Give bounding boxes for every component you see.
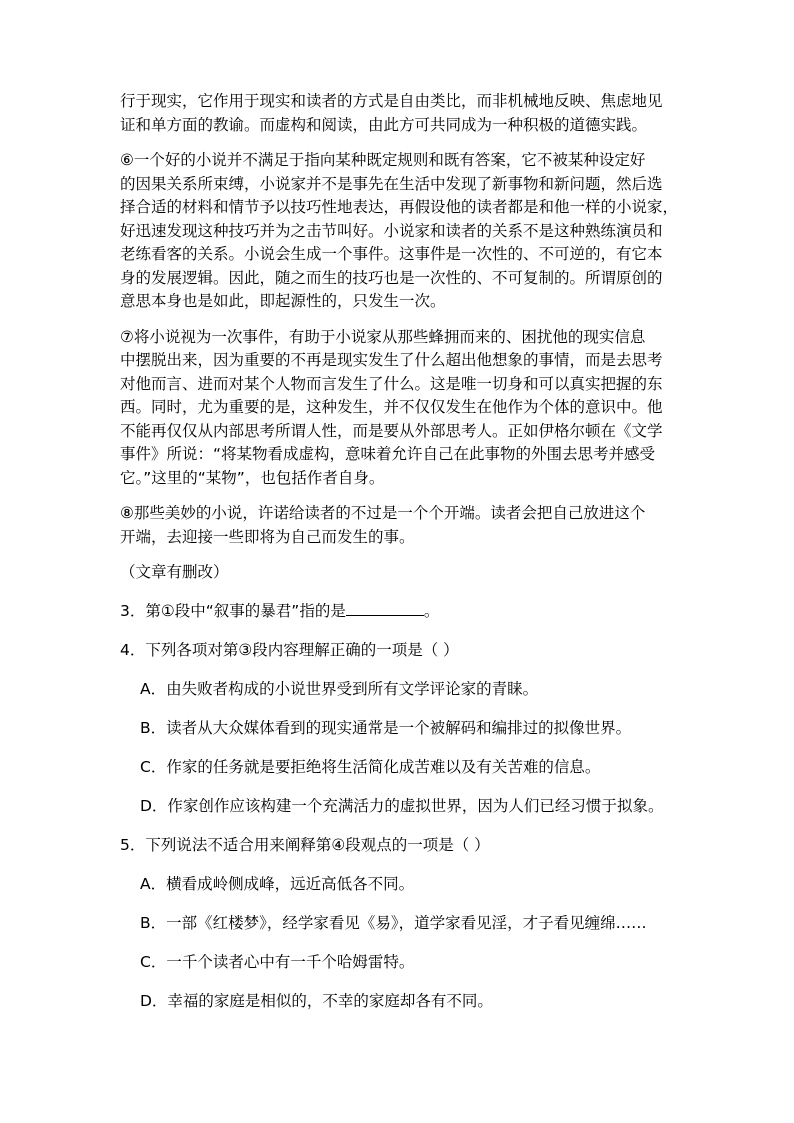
edit-note: （文章有删改） xyxy=(120,563,229,581)
text-line: 好迅速发现这种技巧并为之击节叫好。小说家和读者的关系不是这种熟练演员和 xyxy=(120,221,663,240)
question-4-option-a: A．由失败者构成的小说世界受到所有文学评论家的青睐。 xyxy=(140,679,539,698)
question-4-option-d: D．作家创作应该构建一个充满活力的虚拟世界，因为人们已经习惯于拟象。 xyxy=(140,796,664,815)
paragraph-continued xyxy=(120,90,676,137)
text-line: 开端，去迎接一些即将为自己而发生的事。 xyxy=(120,527,415,546)
text-line: ⑦将小说视为一次事件，有助于小说家从那些蜂拥而来的、困扰他的现实信息 xyxy=(120,327,646,346)
text-line: 事件》所说：“将某物看成虚构，意味着允许自己在此事物的外围去思考并感受 xyxy=(120,445,656,463)
text-line: 它。”这里的“某物”，也包括作者自身。 xyxy=(120,468,385,487)
question-4-option-b: B．读者从大众媒体看到的现实通常是一个被解码和编排过的拟像世界。 xyxy=(140,718,632,737)
paragraph-7 xyxy=(120,326,676,491)
text-line: 西。同时，尤为重要的是，这种发生，并不仅仅发生在他作为个体的意识中。他 xyxy=(120,398,663,416)
paragraph-8 xyxy=(120,502,676,549)
question-3-suffix: 。 xyxy=(423,601,440,620)
text-line: 意思本身也是如此，即起源性的，只发生一次。 xyxy=(120,292,446,310)
question-5-option-d: D．幸福的家庭是相似的，不幸的家庭却各有不同。 xyxy=(140,991,493,1010)
question-5-option-c: C．一千个读者心中有一千个哈姆雷特。 xyxy=(140,952,415,971)
question-5-option-b: B．一部《红楼梦》，经学家看见《易》，道学家看见淫，才子看见缠绵…… xyxy=(140,913,647,932)
text-line: 对他而言、进而对某个人物而言发生了什么。这是唯一切身和可以真实把握的东 xyxy=(120,374,663,393)
text-line: 的因果关系所束缚，小说家并不是事先在生活中发现了新事物和新问题，然后选 xyxy=(120,174,663,193)
text-line: ⑥一个好的小说并不满足于指向某种既定规则和既有答案，它不被某种设定好 xyxy=(120,151,646,169)
text-line: 身的发展逻辑。因此，随之而生的技巧也是一次性的、不可复制的。所谓原创的 xyxy=(120,268,663,287)
question-4-stem: 4．下列各项对第③段内容理解正确的一项是（ ） xyxy=(120,640,459,659)
question-4-option-c: C．作家的任务就是要拒绝将生活简化成苦难以及有关苦难的信息。 xyxy=(140,757,601,776)
question-5-option-a: A．横看成岭侧成峰，远近高低各不同。 xyxy=(140,874,415,893)
question-3-prefix: 3．第①段中“叙事的暴君”指的是 xyxy=(120,601,346,620)
text-line: 行于现实，它作用于现实和读者的方式是自由类比，而非机械地反映、焦虑地见 xyxy=(120,92,663,110)
document-page xyxy=(120,90,679,1029)
answer-blank[interactable] xyxy=(346,601,424,616)
text-line: ⑧那些美妙的小说，许诺给读者的不过是一个个开端。读者会把自己放进这个 xyxy=(120,504,646,522)
text-line: 不能再仅仅从内部思考所谓人性，而是要从外部思考人。正如伊格尔顿在《文学 xyxy=(120,421,663,440)
text-line: 择合适的材料和情节予以技巧性地表达，再假设他的读者都是和他一样的小说家， xyxy=(120,198,679,216)
text-line: 中摆脱出来，因为重要的不再是现实发生了什么超出他想象的事情，而是去思考 xyxy=(120,351,663,369)
text-line: 老练看客的关系。小说会生成一个事件。这事件是一次性的、不可逆的，有它本 xyxy=(120,245,663,263)
paragraph-6 xyxy=(120,149,679,314)
question-3 xyxy=(120,600,676,624)
question-5-stem: 5．下列说法不适合用来阐释第④段观点的一项是（ ） xyxy=(120,835,490,854)
text-line: 证和单方面的教谕。而虚构和阅读，由此方可共同成为一种积极的道德实践。 xyxy=(120,115,648,134)
